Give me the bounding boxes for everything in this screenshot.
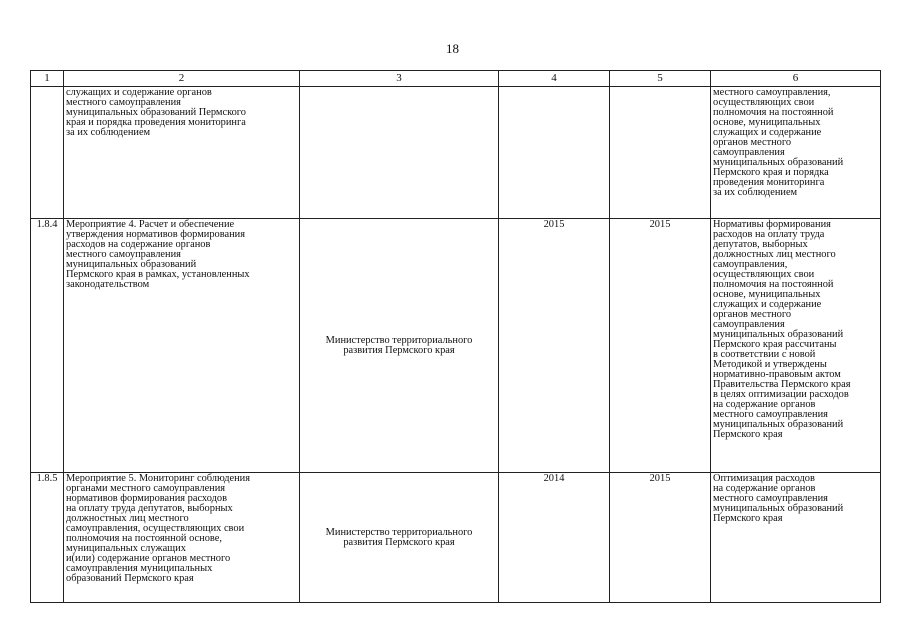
activities-table (30, 70, 881, 603)
activity-description: Мероприятие 4. Расчет и обеспечение утверждения нормативов формирования расходов на содержание органов местного самоуправления муниципальных образований Пермского края в рамках, установленных законодательством (64, 219, 300, 473)
expected-result: местного самоуправления, осуществляющих свои полномочия на постоянной основе, муниципальных служащих и содержание органов местного самоуправления муниципальных образований Пермского края и порядка проведения мониторинга за их соблюдением (711, 87, 881, 219)
row-number: 1.8.4 (31, 219, 64, 473)
end-year: 2015 (610, 219, 711, 473)
table-row (31, 87, 881, 219)
end-year (610, 87, 711, 219)
table-row (31, 473, 881, 603)
start-year: 2014 (499, 473, 610, 603)
header-cell: 3 (300, 71, 499, 87)
executor: Министерство территориального развития Пермского края (300, 473, 499, 603)
header-cell: 2 (64, 71, 300, 87)
page-number: 18 (446, 41, 459, 56)
header-cell: 1 (31, 71, 64, 87)
table-header-row (31, 71, 881, 87)
executor (300, 87, 499, 219)
end-year: 2015 (610, 473, 711, 603)
activity-description: служащих и содержание органов местного самоуправления муниципальных образований Пермского края и порядка проведения мониторинга за их соблюдением (64, 87, 300, 219)
header-cell: 5 (610, 71, 711, 87)
expected-result: Оптимизация расходов на содержание органов местного самоуправления муниципальных образований Пермского края (711, 473, 881, 603)
start-year (499, 87, 610, 219)
table-row (31, 219, 881, 473)
row-number (31, 87, 64, 219)
executor: Министерство территориального развития Пермского края (300, 219, 499, 473)
row-number: 1.8.5 (31, 473, 64, 603)
header-cell: 6 (711, 71, 881, 87)
header-cell: 4 (499, 71, 610, 87)
activity-description: Мероприятие 5. Мониторинг соблюдения органами местного самоуправления нормативов формирования расходов на оплату труда депутатов, выборных должностных лиц местного самоуправления, осуществляющих свои полномочия на постоянной основе, муниципальных служащих и(или) содержание органов местного самоуправления муниципальных образований Пермского края (64, 473, 300, 603)
expected-result: Нормативы формирования расходов на оплату труда депутатов, выборных должностных лиц местного самоуправления, осуществляющих свои полномочия на постоянной основе, муниципальных служащих и содержание органов местного самоуправления муниципальных образований Пермского края рассчитаны в соответствии с новой Методикой и утверждены нормативно-правовым актом Правительства Пермского края в целях оптимизации расходов на содержание органов местного самоуправления муниципальных образований Пермского края (711, 219, 881, 473)
start-year: 2015 (499, 219, 610, 473)
